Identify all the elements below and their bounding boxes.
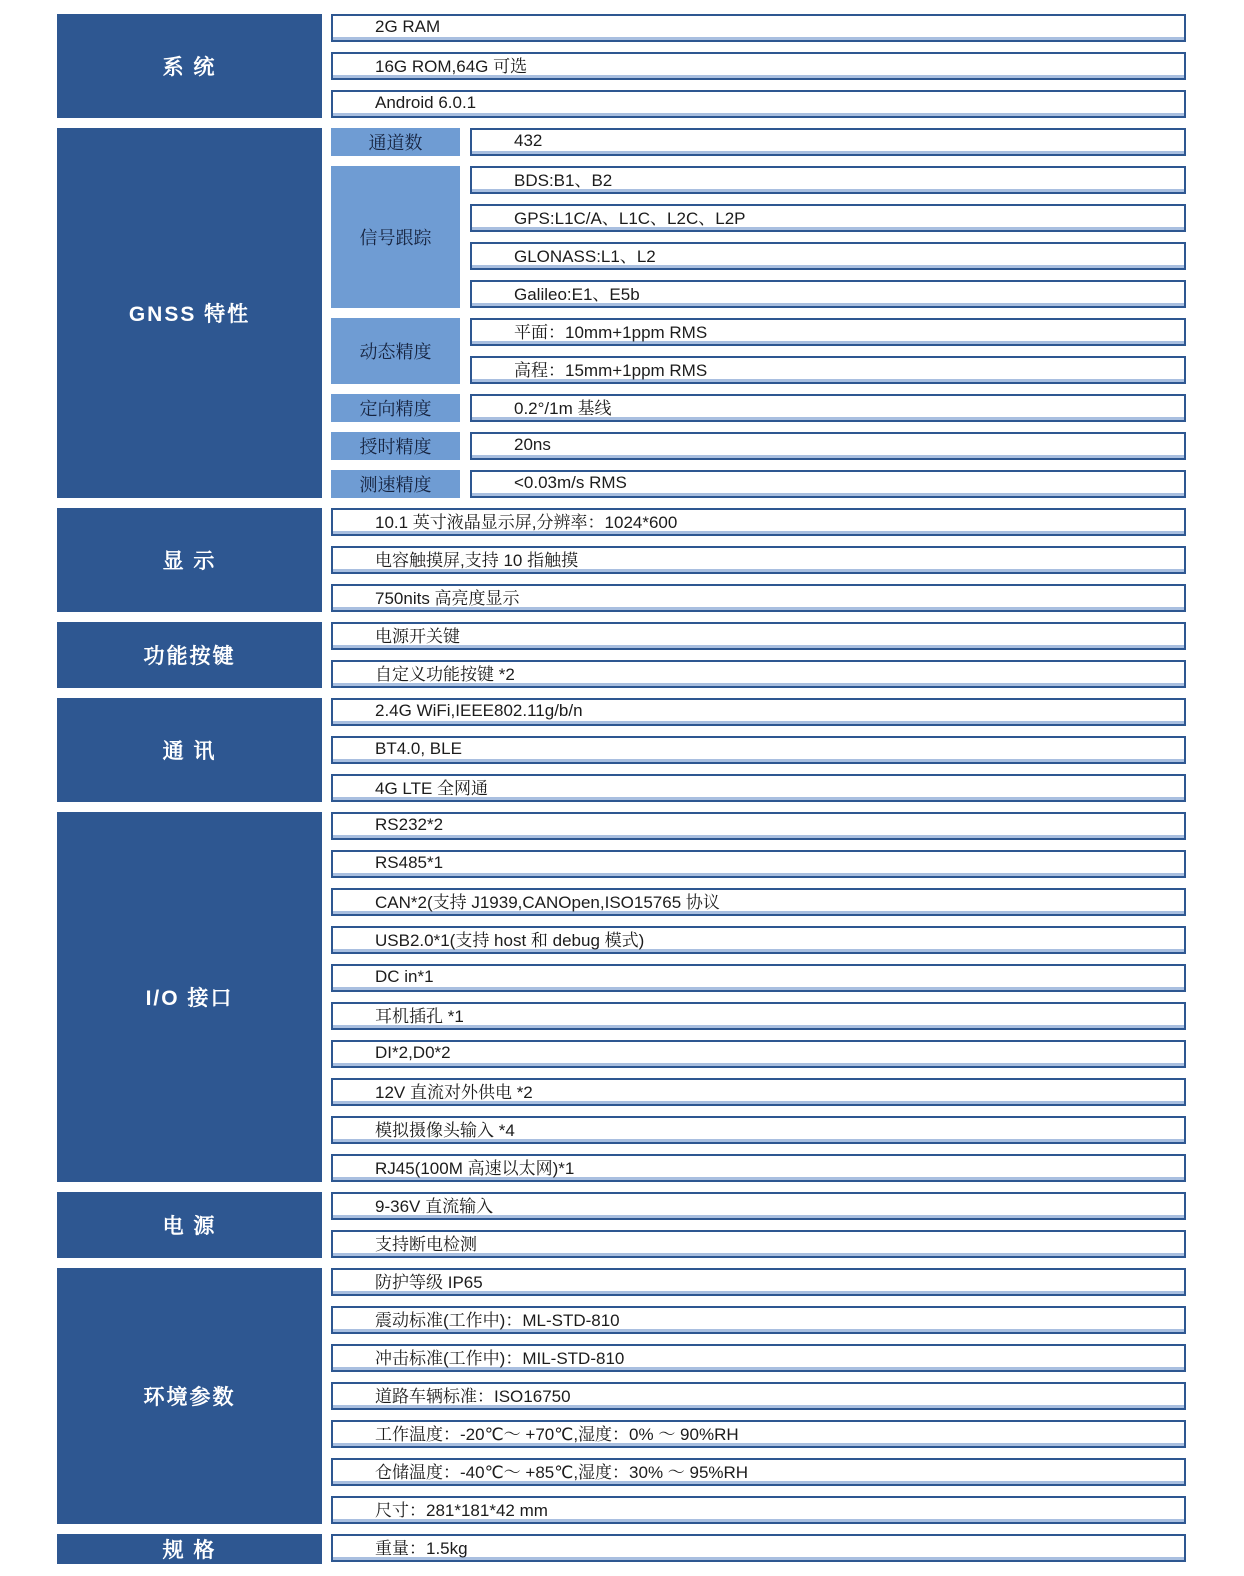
section-rows: [331, 508, 1186, 612]
section-header: I/O 接口: [57, 812, 322, 1182]
section-rows: [331, 622, 1186, 688]
spec-section: [57, 1268, 1186, 1524]
spec-row: GLONASS:L1、L2: [470, 242, 1186, 270]
spec-row: 工作温度：-20℃～ +70℃,湿度：0% ～ 90%RH: [331, 1420, 1186, 1448]
spec-section: [57, 622, 1186, 688]
spec-row: USB2.0*1(支持 host 和 debug 模式): [331, 926, 1186, 954]
spec-subsection: [331, 166, 1186, 308]
spec-subsection: [331, 432, 1186, 460]
subsection-rows: [470, 394, 1186, 422]
spec-section: [57, 128, 1186, 498]
spec-row: DC in*1: [331, 964, 1186, 992]
spec-section: [57, 1534, 1186, 1564]
section-header: 系 统: [57, 14, 322, 118]
spec-row: CAN*2(支持 J1939,CANOpen,ISO15765 协议: [331, 888, 1186, 916]
spec-row: 432: [470, 128, 1186, 156]
spec-row: 自定义功能按键 *2: [331, 660, 1186, 688]
subsection-header: 通道数: [331, 128, 460, 156]
spec-row: 仓储温度：-40℃～ +85℃,湿度：30% ～ 95%RH: [331, 1458, 1186, 1486]
spec-section: [57, 812, 1186, 1182]
spec-subsection: [331, 470, 1186, 498]
section-rows: [331, 698, 1186, 802]
spec-row: Android 6.0.1: [331, 90, 1186, 118]
spec-row: 9-36V 直流输入: [331, 1192, 1186, 1220]
spec-row: BT4.0, BLE: [331, 736, 1186, 764]
section-rows: [331, 1534, 1186, 1564]
spec-row: 道路车辆标准：ISO16750: [331, 1382, 1186, 1410]
spec-subsection: [331, 394, 1186, 422]
spec-row: 支持断电检测: [331, 1230, 1186, 1258]
subsection-rows: [470, 318, 1186, 384]
spec-row: 750nits 高亮度显示: [331, 584, 1186, 612]
spec-row: RS232*2: [331, 812, 1186, 840]
spec-row: 2G RAM: [331, 14, 1186, 42]
spec-row: Galileo:E1、E5b: [470, 280, 1186, 308]
spec-section: [57, 1192, 1186, 1258]
subsection-rows: [470, 432, 1186, 460]
section-rows: [331, 812, 1186, 1182]
section-rows: [331, 1192, 1186, 1258]
spec-row: 0.2°/1m 基线: [470, 394, 1186, 422]
subsection-rows: [470, 470, 1186, 498]
subsection-rows: [470, 128, 1186, 156]
spec-row: 12V 直流对外供电 *2: [331, 1078, 1186, 1106]
spec-row: 防护等级 IP65: [331, 1268, 1186, 1296]
section-header: GNSS 特性: [57, 128, 322, 498]
section-header: 环境参数: [57, 1268, 322, 1524]
subsection-header: 信号跟踪: [331, 166, 460, 308]
subsection-header: 定向精度: [331, 394, 460, 422]
spec-row: 平面：10mm+1ppm RMS: [470, 318, 1186, 346]
section-header: 通 讯: [57, 698, 322, 802]
section-header: 功能按键: [57, 622, 322, 688]
spec-row: 高程：15mm+1ppm RMS: [470, 356, 1186, 384]
spec-row: 冲击标准(工作中)：MIL-STD-810: [331, 1344, 1186, 1372]
spec-row: 模拟摄像头输入 *4: [331, 1116, 1186, 1144]
subsection-header: 动态精度: [331, 318, 460, 384]
spec-row: 16G ROM,64G 可选: [331, 52, 1186, 80]
spec-row: RJ45(100M 高速以太网)*1: [331, 1154, 1186, 1182]
spec-subsection: [331, 128, 1186, 156]
spec-row: 10.1 英寸液晶显示屏,分辨率：1024*600: [331, 508, 1186, 536]
spec-row: 电容触摸屏,支持 10 指触摸: [331, 546, 1186, 574]
spec-row: GPS:L1C/A、L1C、L2C、L2P: [470, 204, 1186, 232]
section-header: 显 示: [57, 508, 322, 612]
section-rows: [331, 14, 1186, 118]
spec-row: 4G LTE 全网通: [331, 774, 1186, 802]
spec-row: <0.03m/s RMS: [470, 470, 1186, 498]
spec-row: 震动标准(工作中)：ML-STD-810: [331, 1306, 1186, 1334]
spec-row: DI*2,D0*2: [331, 1040, 1186, 1068]
spec-row: 电源开关键: [331, 622, 1186, 650]
subsection-rows: [470, 166, 1186, 308]
spec-row: 尺寸：281*181*42 mm: [331, 1496, 1186, 1524]
section-header: 规 格: [57, 1534, 322, 1564]
spec-section: [57, 508, 1186, 612]
subsection-header: 授时精度: [331, 432, 460, 460]
subsection-header: 测速精度: [331, 470, 460, 498]
section-rows: [331, 128, 1186, 498]
section-rows: [331, 1268, 1186, 1524]
spec-row: 2.4G WiFi,IEEE802.11g/b/n: [331, 698, 1186, 726]
spec-row: 耳机插孔 *1: [331, 1002, 1186, 1030]
spec-subsection: [331, 318, 1186, 384]
spec-row: 20ns: [470, 432, 1186, 460]
spec-row: BDS:B1、B2: [470, 166, 1186, 194]
spec-row: 重量：1.5kg: [331, 1534, 1186, 1562]
spec-section: [57, 14, 1186, 118]
spec-row: RS485*1: [331, 850, 1186, 878]
section-header: 电 源: [57, 1192, 322, 1258]
spec-section: [57, 698, 1186, 802]
